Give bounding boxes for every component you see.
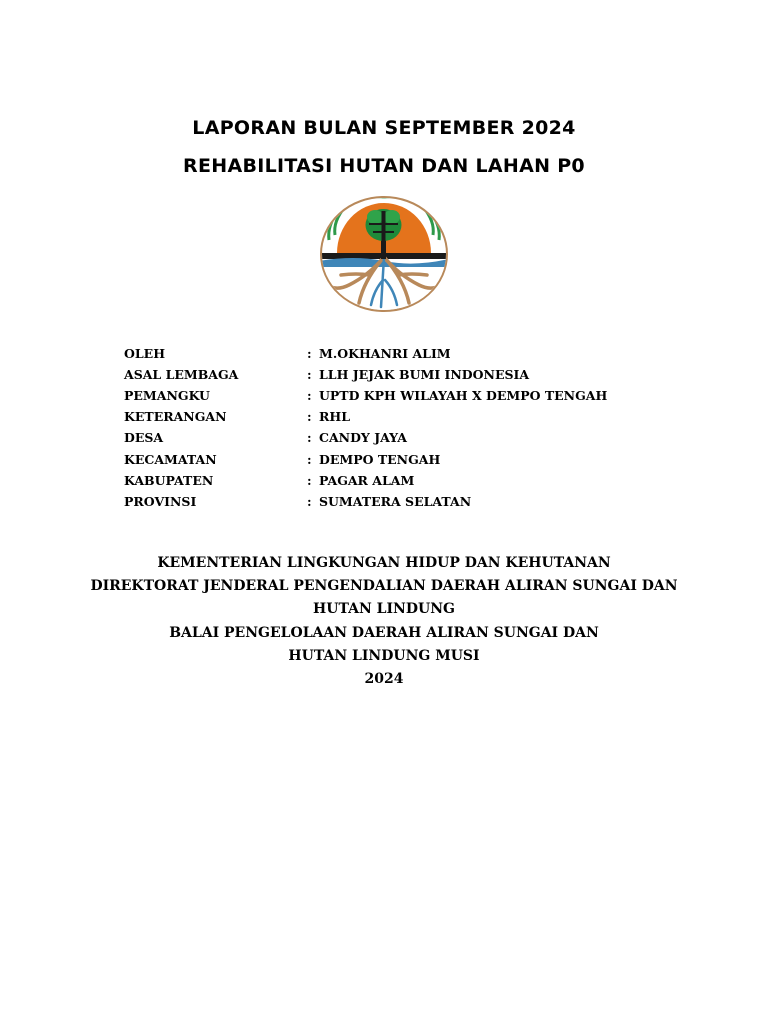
- detail-separator: :: [307, 472, 312, 488]
- report-subtitle: REHABILITASI HUTAN DAN LAHAN P0: [183, 155, 585, 177]
- detail-value: PAGAR ALAM: [319, 472, 415, 488]
- detail-separator: :: [307, 388, 312, 404]
- footer-office-cont: HUTAN LINDUNG MUSI: [288, 647, 480, 664]
- footer-directorate-cont: HUTAN LINDUNG: [313, 601, 455, 618]
- detail-separator: :: [307, 430, 312, 446]
- detail-value: RHL: [319, 409, 350, 425]
- detail-row-desa: [124, 427, 684, 448]
- detail-value: M.OKHANRI ALIM: [319, 346, 451, 362]
- institution-footer: [0, 552, 768, 691]
- detail-row-pemangku: [124, 385, 684, 406]
- detail-label: PROVINSI: [124, 493, 197, 509]
- detail-separator: :: [307, 493, 312, 509]
- detail-value: CANDY JAYA: [319, 430, 408, 446]
- detail-row-asal-lembaga: [124, 364, 684, 385]
- detail-separator: :: [307, 451, 312, 467]
- detail-row-kabupaten: [124, 470, 684, 491]
- detail-label: KABUPATEN: [124, 472, 214, 488]
- detail-label: DESA: [124, 430, 164, 446]
- detail-row-keterangan: [124, 406, 684, 427]
- detail-label: ASAL LEMBAGA: [124, 367, 239, 383]
- footer-ministry: KEMENTERIAN LINGKUNGAN HIDUP DAN KEHUTANAN: [157, 555, 611, 571]
- detail-value: SUMATERA SELATAN: [319, 493, 472, 509]
- detail-separator: :: [307, 346, 312, 362]
- detail-row-provinsi: [124, 491, 684, 512]
- forestry-ministry-emblem-icon: [319, 195, 449, 313]
- report-details: [124, 343, 684, 512]
- footer-office: BALAI PENGELOLAAN DAERAH ALIRAN SUNGAI DAN: [169, 624, 599, 641]
- detail-label: KETERANGAN: [124, 409, 227, 425]
- detail-separator: :: [307, 367, 312, 383]
- detail-label: PEMANGKU: [124, 388, 210, 404]
- detail-label: OLEH: [124, 346, 166, 362]
- detail-value: LLH JEJAK BUMI INDONESIA: [319, 367, 530, 383]
- detail-value: DEMPO TENGAH: [319, 451, 441, 467]
- footer-year: 2024: [364, 671, 404, 688]
- detail-row-oleh: [124, 343, 684, 364]
- detail-label: KECAMATAN: [124, 451, 217, 467]
- footer-directorate: DIREKTORAT JENDERAL PENGENDALIAN DAERAH ALIRAN SUNGAI DAN: [90, 578, 678, 595]
- detail-value: UPTD KPH WILAYAH X DEMPO TENGAH: [319, 388, 608, 404]
- detail-row-kecamatan: [124, 448, 684, 469]
- detail-separator: :: [307, 409, 312, 425]
- report-title: LAPORAN BULAN SEPTEMBER 2024: [192, 117, 576, 139]
